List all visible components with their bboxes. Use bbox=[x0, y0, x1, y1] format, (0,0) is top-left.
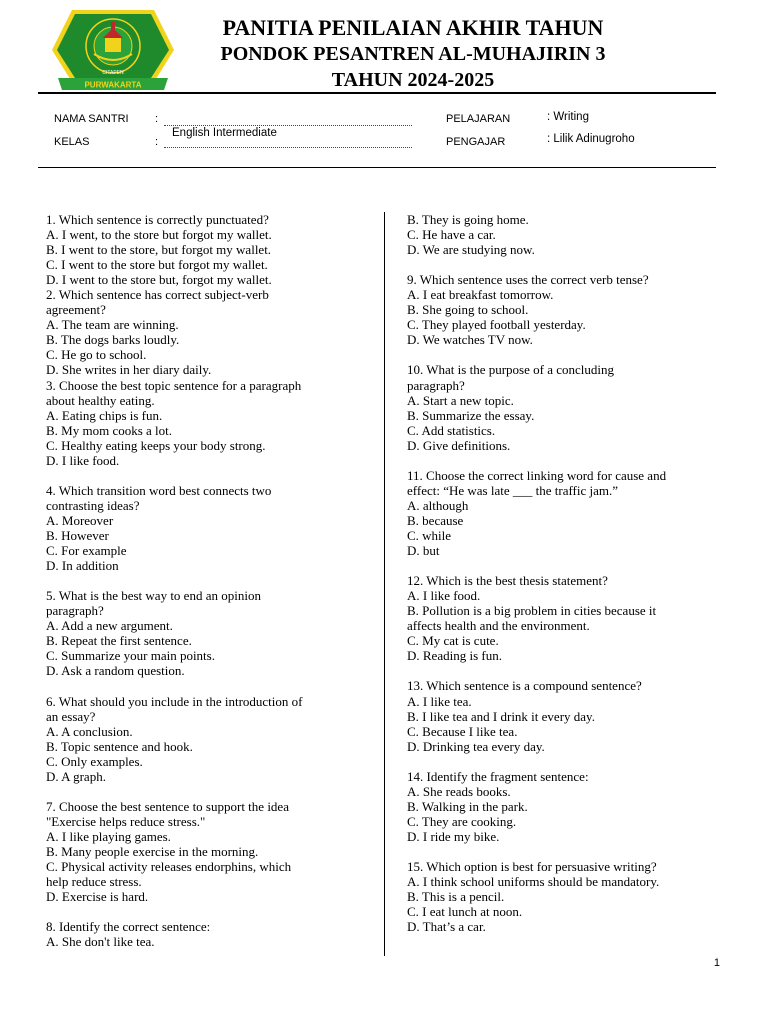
kelas-colon: : bbox=[155, 136, 159, 148]
question-line: C. Healthy eating keeps your body strong. bbox=[46, 437, 266, 453]
question-line: D. I like food. bbox=[46, 452, 120, 468]
question-line: C. Because I like tea. bbox=[407, 723, 518, 739]
question-line: paragraph? bbox=[407, 377, 465, 393]
question-line: D. Reading is fun. bbox=[407, 648, 502, 664]
logo-small-text: CITAPEN bbox=[102, 70, 124, 76]
question-line: C. while bbox=[407, 527, 452, 543]
question-line: 1. Which sentence is correctly punctuated? bbox=[46, 212, 269, 227]
question-line: B. Repeat the first sentence. bbox=[46, 633, 192, 649]
question-line: B. Many people exercise in the morning. bbox=[46, 843, 259, 859]
info-rule bbox=[38, 167, 716, 168]
question-line: A. I like playing games. bbox=[46, 828, 171, 844]
pengajar-value: : Lilik Adinugroho bbox=[547, 133, 635, 145]
kelas-value: English Intermediate bbox=[172, 127, 277, 139]
question-line: about healthy eating. bbox=[46, 392, 155, 408]
question-line: A. although bbox=[407, 497, 469, 513]
question-line: B. She going to school. bbox=[407, 302, 529, 318]
questions-left-column bbox=[46, 212, 376, 949]
question-line: 5. What is the best way to end an opinion bbox=[46, 588, 261, 604]
question-line: C. For example bbox=[46, 543, 127, 559]
question-line: 4. Which transition word best connects two bbox=[46, 482, 272, 498]
question-line: A. I like food. bbox=[407, 588, 481, 604]
question-line: 15. Which option is best for persuasive writing? bbox=[407, 859, 657, 875]
question-line: D. I ride my bike. bbox=[407, 828, 500, 844]
question-line: D. Give definitions. bbox=[407, 437, 511, 453]
blank-line bbox=[46, 468, 376, 483]
question-line: 2. Which sentence has correct subject-verb bbox=[46, 287, 269, 303]
question-line: B. Summarize the essay. bbox=[407, 407, 535, 423]
question-line: A. I eat breakfast tomorrow. bbox=[407, 287, 554, 303]
question-line: D. We are studying now. bbox=[407, 242, 535, 258]
question-line: contrasting ideas? bbox=[46, 497, 140, 513]
blank-line bbox=[46, 784, 376, 799]
kelas-label: KELAS bbox=[54, 136, 90, 148]
question-line: agreement? bbox=[46, 302, 106, 318]
question-line: A. Moreover bbox=[46, 512, 114, 528]
blank-line bbox=[46, 678, 376, 693]
question-line: C. My cat is cute. bbox=[407, 633, 499, 649]
blank-line bbox=[407, 257, 727, 272]
blank-line bbox=[407, 347, 727, 362]
question-line: B. This is a pencil. bbox=[407, 889, 505, 905]
question-line: D. Ask a random question. bbox=[46, 663, 185, 679]
question-line: C. They are cooking. bbox=[407, 813, 517, 829]
question-line: 7. Choose the best sentence to support the idea bbox=[46, 798, 289, 814]
question-line: B. I went to the store, but forgot my wallet. bbox=[46, 242, 272, 258]
question-line: 9. Which sentence uses the correct verb tense? bbox=[407, 272, 649, 288]
question-line: A. She don't like tea. bbox=[46, 934, 155, 950]
question-line: 14. Identify the fragment sentence: bbox=[407, 768, 589, 784]
school-logo bbox=[50, 8, 176, 92]
question-line: effect: “He was late ___ the traffic jam.” bbox=[407, 482, 619, 498]
question-line: A. Start a new topic. bbox=[407, 392, 514, 408]
question-line: D. but bbox=[407, 543, 440, 559]
question-line: B. I like tea and I drink it every day. bbox=[407, 708, 595, 724]
question-line: B. Pollution is a big problem in cities because it bbox=[407, 603, 657, 619]
question-line: A. I think school uniforms should be mandatory. bbox=[407, 874, 660, 890]
question-line: 11. Choose the correct linking word for cause and bbox=[407, 467, 667, 483]
question-line: A. I like tea. bbox=[407, 693, 472, 709]
question-line: affects health and the environment. bbox=[407, 618, 590, 634]
question-line: paragraph? bbox=[46, 603, 104, 619]
pelajaran-label: PELAJARAN bbox=[446, 113, 511, 125]
question-line: "Exercise helps reduce stress." bbox=[46, 813, 206, 829]
question-line: A. I went, to the store but forgot my wallet. bbox=[46, 227, 272, 243]
question-line: B. because bbox=[407, 512, 464, 528]
nama-santri-field[interactable] bbox=[164, 125, 412, 126]
nama-santri-label: NAMA SANTRI bbox=[54, 113, 129, 125]
question-line: A. The team are winning. bbox=[46, 317, 179, 333]
question-line: D. Exercise is hard. bbox=[46, 889, 149, 905]
question-line: C. I eat lunch at noon. bbox=[407, 904, 523, 920]
pengajar-label: PENGAJAR bbox=[446, 136, 506, 148]
column-divider bbox=[384, 212, 385, 956]
blank-line bbox=[407, 558, 727, 573]
page-number: 1 bbox=[713, 957, 720, 969]
questions-right-column bbox=[407, 212, 727, 934]
header-line-2: PONDOK PESANTREN AL-MUHAJIRIN 3 bbox=[220, 43, 606, 65]
question-line: D. Drinking tea every day. bbox=[407, 738, 545, 754]
question-line: B. However bbox=[46, 527, 109, 543]
question-line: 12. Which is the best thesis statement? bbox=[407, 573, 608, 589]
question-line: C. Summarize your main points. bbox=[46, 648, 215, 664]
blank-line bbox=[407, 754, 727, 769]
blank-line bbox=[407, 844, 727, 859]
header-line-1: PANITIA PENILAIAN AKHIR TAHUN bbox=[222, 15, 604, 40]
kelas-field[interactable] bbox=[164, 147, 412, 148]
question-line: 8. Identify the correct sentence: bbox=[46, 919, 211, 935]
question-line: C. They played football yesterday. bbox=[407, 317, 586, 333]
question-line: 13. Which sentence is a compound sentence? bbox=[407, 678, 642, 694]
question-line: C. Only examples. bbox=[46, 753, 143, 769]
question-line: B. Topic sentence and hook. bbox=[46, 738, 193, 754]
pelajaran-value: : Writing bbox=[547, 111, 589, 123]
question-line: D. That’s a car. bbox=[407, 919, 486, 935]
question-line: C. Add statistics. bbox=[407, 422, 496, 438]
question-line: B. My mom cooks a lot. bbox=[46, 422, 173, 438]
logo-banner-text: PURWAKARTA bbox=[84, 80, 142, 90]
question-line: D. A graph. bbox=[46, 768, 106, 784]
question-line: 6. What should you include in the introduction of bbox=[46, 693, 303, 709]
question-line: 3. Choose the best topic sentence for a paragraph bbox=[46, 377, 302, 393]
question-line: B. The dogs barks loudly. bbox=[46, 332, 180, 348]
question-line: D. She writes in her diary daily. bbox=[46, 362, 212, 378]
question-line: A. She reads books. bbox=[407, 783, 511, 799]
header-rule bbox=[38, 92, 716, 94]
question-line: 10. What is the purpose of a concluding bbox=[407, 362, 614, 378]
question-line: C. I went to the store but forgot my wallet. bbox=[46, 257, 268, 273]
question-line: A. A conclusion. bbox=[46, 723, 133, 739]
blank-line bbox=[46, 904, 376, 919]
header-line-3: TAHUN 2024-2025 bbox=[331, 69, 495, 91]
question-line: A. Add a new argument. bbox=[46, 618, 173, 634]
question-line: C. Physical activity releases endorphins, which bbox=[46, 859, 292, 875]
question-line: an essay? bbox=[46, 708, 96, 724]
question-line: C. He go to school. bbox=[46, 347, 147, 363]
question-line: help reduce stress. bbox=[46, 874, 142, 890]
nama-colon: : bbox=[155, 113, 159, 125]
blank-line bbox=[46, 573, 376, 588]
question-line: D. We watches TV now. bbox=[407, 332, 533, 348]
question-line: D. I went to the store but, forgot my wallet. bbox=[46, 272, 272, 288]
question-line: A. Eating chips is fun. bbox=[46, 407, 163, 423]
question-line: C. He have a car. bbox=[407, 227, 496, 243]
question-line: B. They is going home. bbox=[407, 212, 529, 227]
question-line: D. In addition bbox=[46, 558, 119, 574]
blank-line bbox=[407, 663, 727, 678]
question-line: B. Walking in the park. bbox=[407, 798, 528, 814]
blank-line bbox=[407, 453, 727, 468]
